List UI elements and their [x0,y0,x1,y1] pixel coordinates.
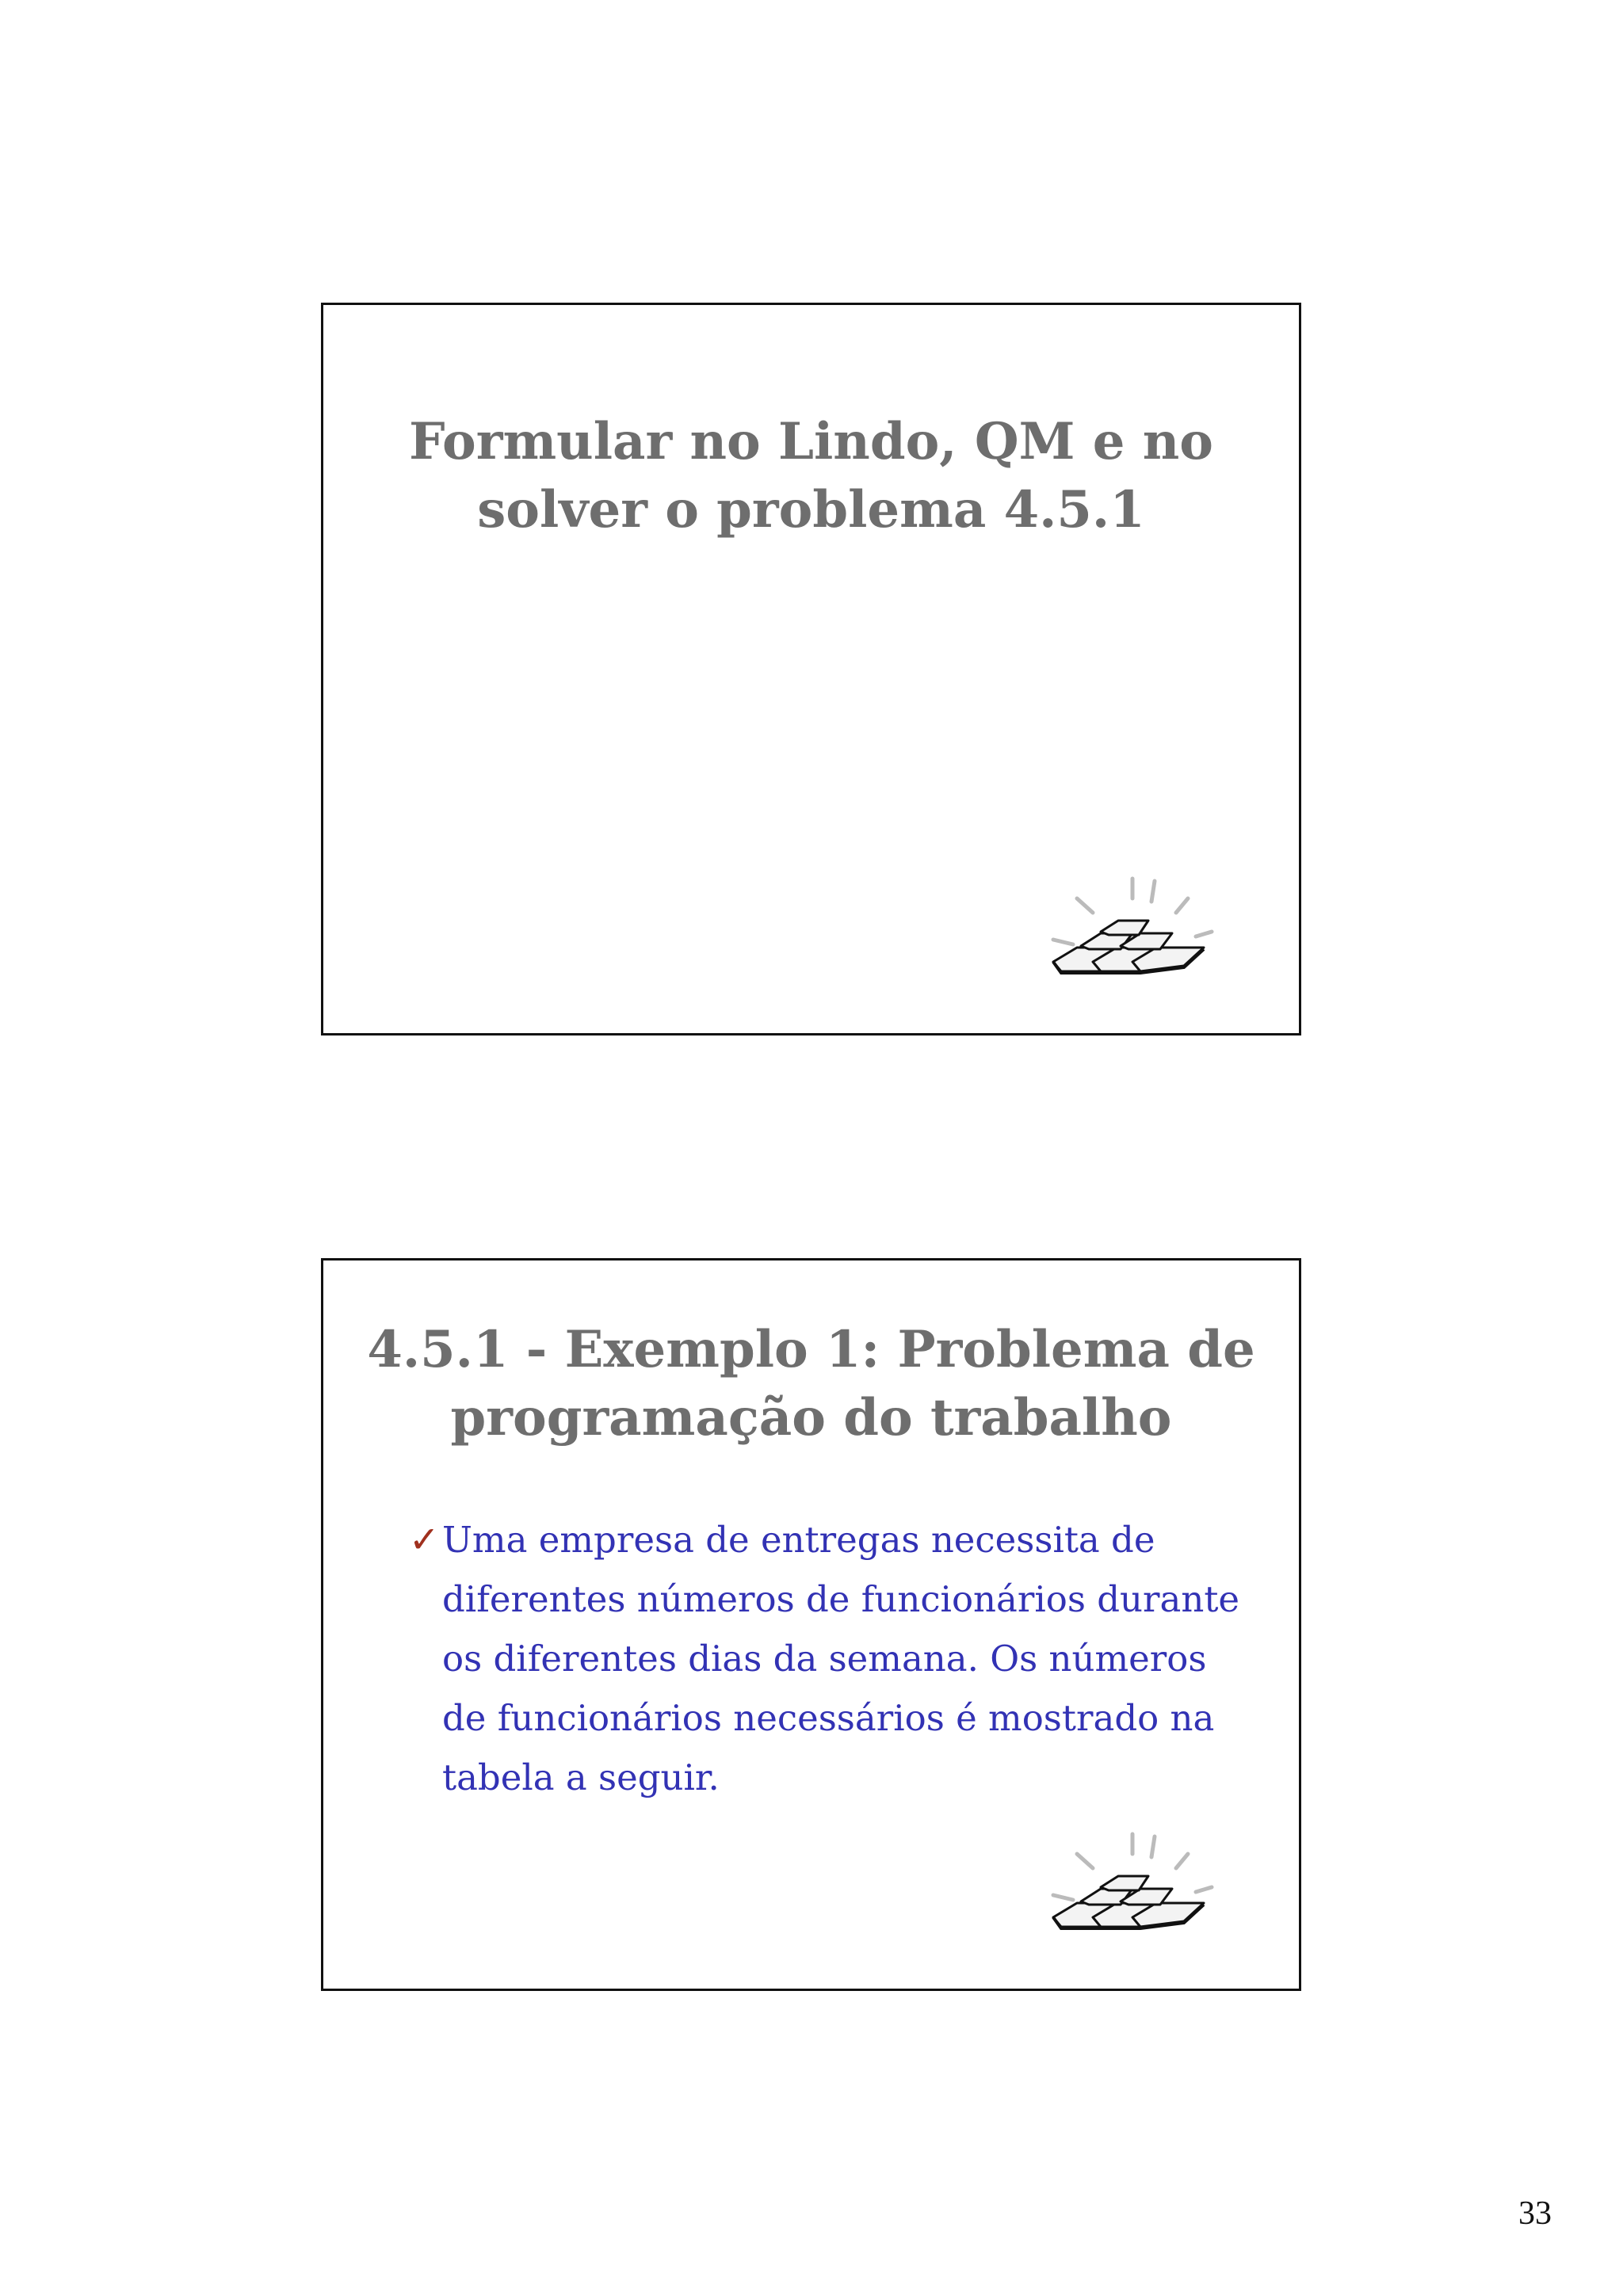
page-number: 33 [1518,2195,1552,2232]
gold-bars-icon [1045,1830,1220,1949]
gold-bars-icon [1045,875,1220,994]
slide-1-title: Formular no Lindo, QM e no solver o problema 4.5.1 [409,412,1213,540]
slide-1 [321,303,1301,1035]
check-icon: ✓ [409,1518,440,1561]
bullet-item [409,1510,1257,1807]
slide-2-title: 4.5.1 - Exemplo 1: Problema de programação do trabalho [367,1320,1255,1447]
slide-2 [321,1258,1301,1991]
bullet-text: Uma empresa de entregas necessita de diferentes números de funcionários durante os diferentes dias da semana. Os números de funcionários necessários é mostrado na tabela a seguir. [442,1519,1240,1798]
